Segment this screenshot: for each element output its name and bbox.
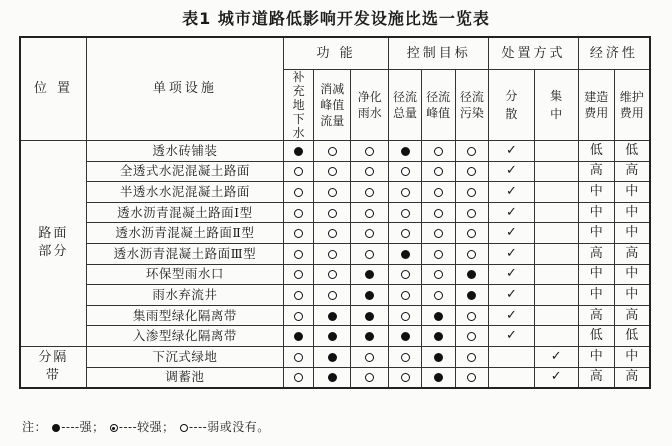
maintain-cost-cell: 中: [614, 202, 650, 223]
header-function-peak: 消减峰值流量: [314, 70, 351, 141]
mark-cell: [421, 161, 455, 182]
mark-cell: [283, 182, 314, 203]
location-cell: 路面部分: [20, 141, 86, 347]
weak-marker-icon: [365, 209, 374, 218]
mark-cell: [283, 264, 314, 285]
legend-note: [22, 418, 270, 435]
build-cost-cell: 高: [578, 243, 614, 264]
mark-cell: [421, 326, 455, 347]
weak-marker-icon: [294, 250, 303, 259]
mark-cell: [351, 243, 389, 264]
facility-cell: 环保型雨水口: [86, 264, 283, 285]
maintain-cost-cell: 高: [614, 161, 650, 182]
mark-cell: [455, 367, 489, 388]
mark-cell: [283, 223, 314, 244]
mark-cell: [283, 305, 314, 326]
weak-marker-icon: [401, 291, 410, 300]
header-position: 位 置: [20, 37, 86, 141]
header-group-function: 功 能: [283, 37, 388, 70]
dispersed-cell: ✓: [489, 141, 534, 162]
strong-marker-icon: [365, 270, 374, 279]
weak-marker-icon: [328, 188, 337, 197]
mark-cell: [351, 285, 389, 306]
mark-cell: [389, 264, 422, 285]
dispersed-cell: ✓: [489, 161, 534, 182]
weak-marker-icon: [434, 167, 443, 176]
mark-cell: [421, 305, 455, 326]
weak-marker-icon: [401, 353, 410, 362]
table-row: [20, 223, 650, 244]
weak-marker-icon: [401, 312, 410, 321]
weak-marker-icon: [467, 229, 476, 238]
dispersed-cell: [489, 367, 534, 388]
mark-cell: [455, 285, 489, 306]
header-function-recharge: 补充地下水: [283, 70, 314, 141]
mark-cell: [421, 223, 455, 244]
build-cost-cell: 低: [578, 141, 614, 162]
weak-marker-icon: [365, 167, 374, 176]
mark-cell: [283, 346, 314, 367]
mark-cell: [421, 243, 455, 264]
maintain-cost-cell: 低: [614, 326, 650, 347]
mark-cell: [283, 141, 314, 162]
maintain-cost-cell: 高: [614, 305, 650, 326]
weak-marker-icon: [401, 167, 410, 176]
mark-cell: [389, 346, 422, 367]
dispersed-cell: ✓: [489, 182, 534, 203]
centralized-cell: [534, 305, 578, 326]
weak-marker-icon: [467, 353, 476, 362]
strong-marker-icon: [401, 147, 410, 156]
comparison-table: [19, 36, 651, 389]
weak-marker-icon: [401, 188, 410, 197]
dispersed-cell: ✓: [489, 202, 534, 223]
strong-marker-icon: [467, 291, 476, 300]
table-row: [20, 305, 650, 326]
table-row: [20, 264, 650, 285]
mark-cell: [455, 346, 489, 367]
maintain-cost-cell: 高: [614, 367, 650, 388]
strong-marker-icon: [328, 353, 337, 362]
facility-cell: 集雨型绿化隔离带: [86, 305, 283, 326]
weak-marker-icon: [328, 147, 337, 156]
maintain-cost-cell: 中: [614, 285, 650, 306]
mark-cell: [351, 326, 389, 347]
mark-cell: [389, 367, 422, 388]
mark-cell: [351, 367, 389, 388]
strong-marker-icon: [294, 147, 303, 156]
mark-cell: [455, 182, 489, 203]
strong-marker-icon: [365, 291, 374, 300]
mark-cell: [389, 161, 422, 182]
mark-cell: [314, 202, 351, 223]
table-row: [20, 367, 650, 388]
weak-marker-icon: [294, 167, 303, 176]
header-function-purify: 净化雨水: [351, 70, 389, 141]
mark-cell: [389, 223, 422, 244]
weak-marker-icon: [328, 229, 337, 238]
weak-marker-icon: [294, 270, 303, 279]
facility-cell: 入渗型绿化隔离带: [86, 326, 283, 347]
build-cost-cell: 高: [578, 367, 614, 388]
facility-cell: 透水砖铺装: [86, 141, 283, 162]
weak-marker-icon: [294, 209, 303, 218]
note-strong: ----强；: [61, 420, 105, 434]
dispersed-cell: ✓: [489, 223, 534, 244]
table-title: 表1 城市道路低影响开发设施比选一览表: [182, 9, 490, 28]
weak-marker-icon: [401, 209, 410, 218]
mark-cell: [283, 243, 314, 264]
build-cost-cell: 中: [578, 182, 614, 203]
maintain-cost-cell: 高: [614, 243, 650, 264]
facility-cell: 下沉式绿地: [86, 346, 283, 367]
strong-marker-icon: [328, 332, 337, 341]
build-cost-cell: 中: [578, 202, 614, 223]
weak-marker-icon: [434, 229, 443, 238]
mark-cell: [421, 367, 455, 388]
dispersed-cell: ✓: [489, 326, 534, 347]
weak-marker-icon: [294, 353, 303, 362]
centralized-cell: [534, 202, 578, 223]
mark-cell: [455, 141, 489, 162]
location-cell: 分隔带: [20, 346, 86, 387]
mark-cell: [421, 346, 455, 367]
maintain-cost-cell: 中: [614, 264, 650, 285]
table-row: [20, 161, 650, 182]
facility-cell: 调蓄池: [86, 367, 283, 388]
mark-cell: [283, 202, 314, 223]
mark-cell: [314, 182, 351, 203]
weak-marker-icon: [365, 373, 374, 382]
dispersed-cell: ✓: [489, 243, 534, 264]
weak-marker-icon: [467, 373, 476, 382]
mark-cell: [314, 305, 351, 326]
maintain-cost-cell: 中: [614, 346, 650, 367]
dispersed-cell: ✓: [489, 285, 534, 306]
note-prefix: 注：: [22, 420, 48, 434]
build-cost-cell: 中: [578, 346, 614, 367]
facility-cell: 透水沥青混凝土路面Ⅱ型: [86, 223, 283, 244]
weak-marker-icon: [294, 188, 303, 197]
weak-marker-icon: [328, 167, 337, 176]
mark-cell: [314, 285, 351, 306]
weak-marker-icon: [401, 270, 410, 279]
weak-marker-icon: [328, 291, 337, 300]
centralized-cell: [534, 243, 578, 264]
weak-marker-icon: [467, 332, 476, 341]
weak-marker-icon: [328, 250, 337, 259]
table-row: [20, 202, 650, 223]
weak-marker-icon: [467, 167, 476, 176]
facility-cell: 透水沥青混凝土路面Ⅰ型: [86, 202, 283, 223]
centralized-cell: [534, 264, 578, 285]
mark-cell: [351, 161, 389, 182]
facility-cell: 半透水水泥混凝土路面: [86, 182, 283, 203]
weak-marker-icon: [328, 209, 337, 218]
header-group-target: 控制目标: [389, 37, 489, 70]
centralized-cell: [534, 161, 578, 182]
table-row: [20, 285, 650, 306]
centralized-cell: ✓: [534, 346, 578, 367]
mark-cell: [351, 182, 389, 203]
mark-cell: [314, 223, 351, 244]
dispersed-cell: ✓: [489, 305, 534, 326]
build-cost-cell: 低: [578, 326, 614, 347]
weak-marker-icon: [434, 209, 443, 218]
weak-marker-icon: [365, 147, 374, 156]
table-row: [20, 243, 650, 264]
mark-cell: [314, 243, 351, 264]
mark-cell: [389, 202, 422, 223]
medium-marker-icon: [110, 424, 118, 432]
strong-marker-icon: [434, 312, 443, 321]
strong-marker-icon: [328, 312, 337, 321]
mark-cell: [421, 141, 455, 162]
strong-marker-icon: [434, 373, 443, 382]
maintain-cost-cell: 低: [614, 141, 650, 162]
strong-marker-icon: [401, 332, 410, 341]
build-cost-cell: 高: [578, 161, 614, 182]
weak-marker-icon: [365, 188, 374, 197]
mark-cell: [455, 161, 489, 182]
weak-marker-icon: [294, 312, 303, 321]
mark-cell: [314, 346, 351, 367]
strong-marker-icon: [294, 332, 303, 341]
weak-marker-icon: [401, 373, 410, 382]
weak-marker-icon: [467, 147, 476, 156]
header-group-economy: 经济性: [578, 37, 650, 70]
table-row: [20, 182, 650, 203]
centralized-cell: ✓: [534, 367, 578, 388]
weak-marker-icon: [434, 270, 443, 279]
mark-cell: [351, 202, 389, 223]
strong-marker-icon: [365, 312, 374, 321]
mark-cell: [283, 326, 314, 347]
mark-cell: [351, 305, 389, 326]
mark-cell: [455, 223, 489, 244]
note-weak: ----弱或没有。: [188, 420, 270, 434]
mark-cell: [351, 346, 389, 367]
mark-cell: [421, 264, 455, 285]
weak-marker-icon: [365, 353, 374, 362]
centralized-cell: [534, 223, 578, 244]
build-cost-cell: 中: [578, 264, 614, 285]
strong-marker-icon: [434, 332, 443, 341]
mark-cell: [314, 326, 351, 347]
weak-marker-icon: [365, 229, 374, 238]
dispersed-cell: [489, 346, 534, 367]
centralized-cell: [534, 326, 578, 347]
weak-marker-icon: [434, 188, 443, 197]
mark-cell: [455, 326, 489, 347]
header-economy-maintain: 维护费用: [614, 70, 650, 141]
mark-cell: [389, 182, 422, 203]
strong-marker-icon: [467, 270, 476, 279]
mark-cell: [421, 202, 455, 223]
weak-marker-icon: [328, 270, 337, 279]
mark-cell: [455, 243, 489, 264]
weak-marker-icon: [467, 250, 476, 259]
mark-cell: [351, 264, 389, 285]
mark-cell: [455, 202, 489, 223]
mark-cell: [389, 326, 422, 347]
centralized-cell: [534, 182, 578, 203]
mark-cell: [314, 264, 351, 285]
mark-cell: [421, 285, 455, 306]
strong-marker-icon: [328, 373, 337, 382]
weak-marker-icon: [434, 291, 443, 300]
mark-cell: [283, 367, 314, 388]
dispersed-cell: ✓: [489, 264, 534, 285]
mark-cell: [283, 161, 314, 182]
weak-marker-icon: [467, 312, 476, 321]
header-economy-build: 建造费用: [578, 70, 614, 141]
centralized-cell: [534, 141, 578, 162]
header-target-peak: 径流峰值: [421, 70, 455, 141]
weak-marker-icon: [434, 250, 443, 259]
header-disposal-centralized: 集中: [534, 70, 578, 141]
mark-cell: [389, 141, 422, 162]
header-group-disposal: 处置方式: [489, 37, 579, 70]
mark-cell: [314, 141, 351, 162]
header-disposal-dispersed: 分散: [489, 70, 534, 141]
weak-marker-icon: [401, 229, 410, 238]
maintain-cost-cell: 中: [614, 182, 650, 203]
weak-marker-icon: [180, 424, 188, 432]
mark-cell: [389, 305, 422, 326]
weak-marker-icon: [434, 147, 443, 156]
table-row: [20, 141, 650, 162]
weak-marker-icon: [467, 209, 476, 218]
facility-cell: 透水沥青混凝土路面Ⅲ型: [86, 243, 283, 264]
build-cost-cell: 高: [578, 305, 614, 326]
mark-cell: [455, 305, 489, 326]
facility-cell: 雨水弃流井: [86, 285, 283, 306]
strong-marker-icon: [52, 424, 60, 432]
mark-cell: [314, 161, 351, 182]
mark-cell: [421, 182, 455, 203]
strong-marker-icon: [434, 353, 443, 362]
weak-marker-icon: [294, 373, 303, 382]
centralized-cell: [534, 285, 578, 306]
header-facility: 单项设施: [86, 37, 283, 141]
facility-cell: 全透式水泥混凝土路面: [86, 161, 283, 182]
note-medium: ----较强；: [118, 420, 175, 434]
strong-marker-icon: [401, 250, 410, 259]
build-cost-cell: 中: [578, 285, 614, 306]
mark-cell: [389, 243, 422, 264]
header-target-pollution: 径流污染: [455, 70, 489, 141]
mark-cell: [351, 141, 389, 162]
mark-cell: [283, 285, 314, 306]
weak-marker-icon: [467, 188, 476, 197]
mark-cell: [314, 367, 351, 388]
mark-cell: [389, 285, 422, 306]
weak-marker-icon: [294, 229, 303, 238]
strong-marker-icon: [365, 332, 374, 341]
weak-marker-icon: [294, 291, 303, 300]
mark-cell: [455, 264, 489, 285]
table-row: [20, 346, 650, 367]
weak-marker-icon: [365, 250, 374, 259]
mark-cell: [351, 223, 389, 244]
table-body: [20, 141, 650, 388]
build-cost-cell: 中: [578, 223, 614, 244]
maintain-cost-cell: 中: [614, 223, 650, 244]
header-target-volume: 径流总量: [389, 70, 422, 141]
table-row: [20, 326, 650, 347]
